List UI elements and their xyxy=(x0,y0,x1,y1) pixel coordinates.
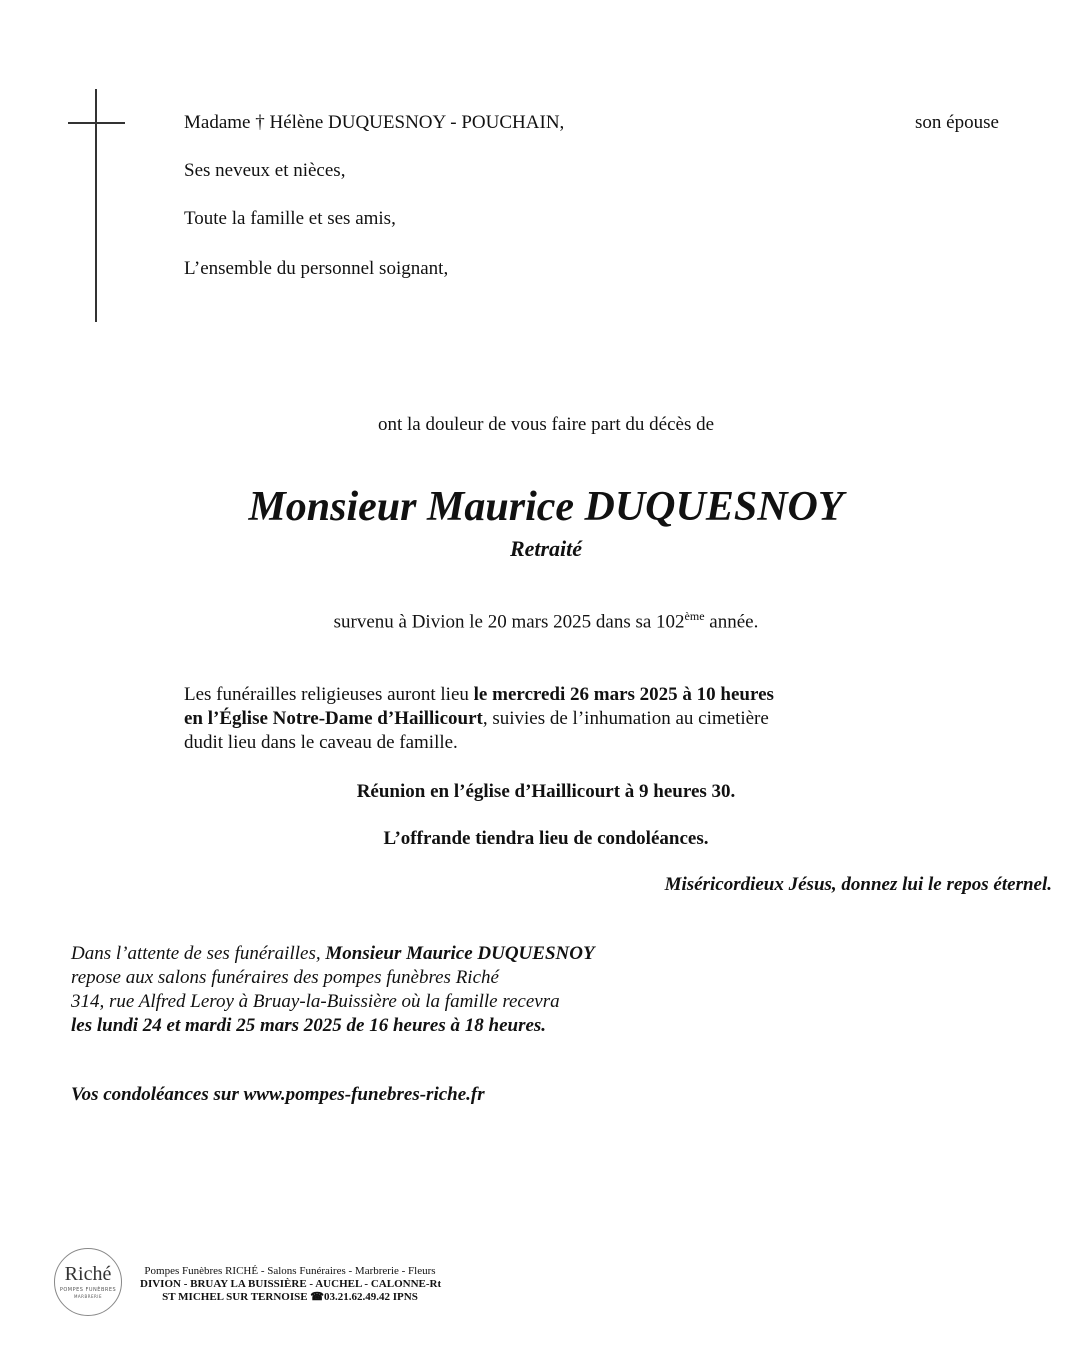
footer-line-3: ST MICHEL SUR TERNOISE ☎03.21.62.49.42 IPNS xyxy=(162,1291,418,1303)
visitation-line-2: repose aux salons funéraires des pompes funèbres Riché xyxy=(71,967,499,988)
footer-line-2: DIVION - BRUAY LA BUISSIÈRE - AUCHEL - CALONNE-Rt xyxy=(140,1278,442,1290)
visitation-line-1 xyxy=(71,943,595,965)
logo-name: Riché xyxy=(64,1263,112,1285)
spouse-role: son épouse xyxy=(915,112,999,133)
logo-subtitle-2: MARBRERIE xyxy=(73,1294,102,1299)
announcement-text: ont la douleur de vous faire part du décès de xyxy=(377,414,715,435)
death-info xyxy=(0,609,1092,633)
funeral-date-bold: le mercredi 26 mars 2025 à 10 heures xyxy=(473,684,774,705)
footer-line-1: Pompes Funèbres RICHÉ - Salons Funéraires - Marbrerie - Fleurs xyxy=(144,1265,436,1277)
deceased-name: Monsieur Maurice DUQUESNOY xyxy=(248,484,844,530)
condolences-link[interactable]: Vos condoléances sur www.pompes-funebres-riche.fr xyxy=(71,1084,485,1105)
cross-horizontal-bar xyxy=(68,122,125,124)
meeting-text: Réunion en l’église d’Haillicourt à 9 heures 30. xyxy=(356,781,736,802)
family-line-family: Toute la famille et ses amis, xyxy=(184,208,396,229)
funeral-line-3: dudit lieu dans le caveau de famille. xyxy=(184,732,458,753)
offering-text: L’offrande tiendra lieu de condoléances. xyxy=(383,828,709,849)
deceased-title: Retraité xyxy=(509,536,583,561)
logo-subtitle: POMPES FUNÈBRES xyxy=(59,1287,117,1293)
visitation-name-bold: Monsieur Maurice DUQUESNOY xyxy=(325,943,595,964)
funeral-church-bold: en l’Église Notre-Dame d’Haillicourt xyxy=(184,708,483,729)
funeral-line-1-plain: Les funérailles religieuses auront lieu xyxy=(184,684,474,705)
death-info-superscript: ème xyxy=(684,609,705,623)
prayer-text: Miséricordieux Jésus, donnez lui le repos éternel. xyxy=(664,874,1052,895)
riche-logo xyxy=(54,1248,122,1316)
visitation-line-3: 314, rue Alfred Leroy à Bruay-la-Buissière où la famille recevra xyxy=(71,991,560,1012)
visitation-line-4: les lundi 24 et mardi 25 mars 2025 de 16 heures à 18 heures. xyxy=(71,1015,547,1036)
family-line-nephews: Ses neveux et nièces, xyxy=(184,160,346,181)
visitation-line-1-italic: Dans l’attente de ses funérailles, xyxy=(71,943,326,964)
death-info-text: survenu à Divion le 20 mars 2025 dans sa 102 xyxy=(333,611,685,633)
death-info-end: année. xyxy=(704,611,759,633)
funeral-line-1 xyxy=(184,684,774,706)
funeral-line-2 xyxy=(184,708,769,730)
spouse-line: Madame † Hélène DUQUESNOY - POUCHAIN, xyxy=(184,112,565,133)
funeral-line-2-plain: , suivies de l’inhumation au cimetière xyxy=(482,708,769,729)
family-line-staff: L’ensemble du personnel soignant, xyxy=(184,258,449,279)
